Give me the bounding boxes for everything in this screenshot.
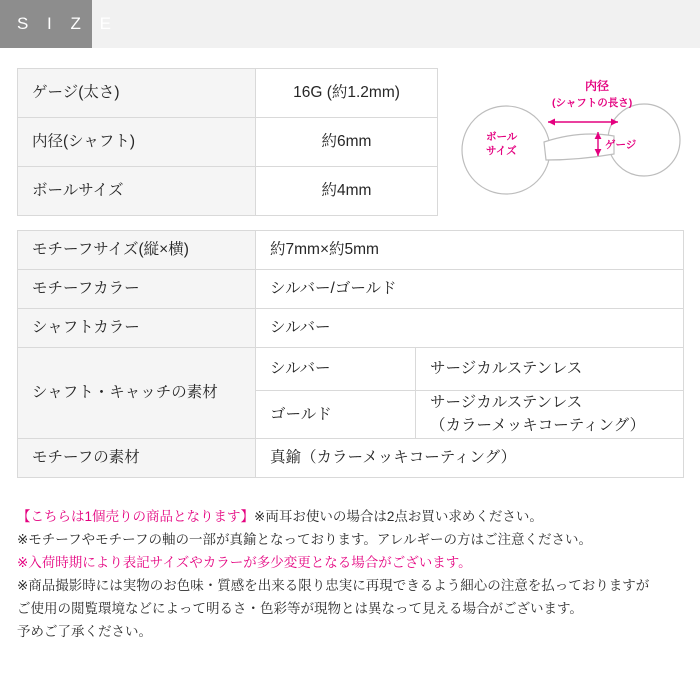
spec-label-ball-size: ボールサイズ bbox=[18, 167, 256, 216]
motif-value-shaft-color: シルバー bbox=[256, 309, 684, 348]
material-color-silver: シルバー bbox=[256, 348, 416, 391]
note-1-black: ※両耳お使いの場合は2点お買い求めください。 bbox=[254, 509, 543, 524]
spec-value-ball-size: 約4mm bbox=[256, 167, 438, 216]
material-value-silver: サージカルステンレス bbox=[416, 348, 684, 391]
spec-label-inner-diameter: 内径(シャフト) bbox=[18, 118, 256, 167]
material-value-gold bbox=[416, 391, 684, 439]
material-value-gold-line2: （カラーメッキコーティング） bbox=[430, 417, 646, 435]
note-line-3: ※入荷時期により表記サイズやカラーが多少変更となる場合がございます。 bbox=[17, 555, 472, 570]
note-line-6: 予めご了承ください。 bbox=[17, 624, 152, 639]
notes-block bbox=[17, 505, 683, 643]
spec-value-gauge: 16G (約1.2mm) bbox=[256, 69, 438, 118]
spec-value-inner-diameter: 約6mm bbox=[256, 118, 438, 167]
motif-label-color: モチーフカラー bbox=[18, 270, 256, 309]
table-row bbox=[18, 309, 684, 348]
table-row bbox=[18, 348, 684, 391]
barbell-diagram bbox=[448, 68, 684, 218]
note-line-1 bbox=[17, 505, 683, 528]
spec-label-gauge: ゲージ(太さ) bbox=[18, 69, 256, 118]
motif-material-label: モチーフの素材 bbox=[18, 438, 256, 477]
note-line-4: ※商品撮影時には実物のお色味・質感を出来る限り忠実に再現できるよう細心の注意を払っておりますが bbox=[17, 578, 650, 593]
table-row bbox=[18, 270, 684, 309]
svg-text:ボール: ボール bbox=[486, 131, 518, 143]
motif-value-size: 約7mm×約5mm bbox=[256, 231, 684, 270]
material-value-gold-line1: サージカルステンレス bbox=[430, 394, 583, 411]
table-row bbox=[18, 69, 438, 118]
motif-material-table bbox=[17, 230, 684, 478]
svg-text:(シャフトの長さ): (シャフトの長さ) bbox=[552, 97, 633, 109]
motif-label-size: モチーフサイズ(縦×横) bbox=[18, 231, 256, 270]
spec-table bbox=[17, 68, 438, 216]
motif-value-color: シルバー/ゴールド bbox=[256, 270, 684, 309]
material-color-gold: ゴールド bbox=[256, 391, 416, 439]
note-1-pink: 【こちらは1個売りの商品となります】 bbox=[17, 509, 255, 524]
svg-text:サイズ: サイズ bbox=[486, 145, 517, 157]
table-row bbox=[18, 438, 684, 477]
table-row bbox=[18, 231, 684, 270]
motif-material-value: 真鍮（カラーメッキコーティング） bbox=[256, 438, 684, 477]
table-row bbox=[18, 167, 438, 216]
note-line-2: ※モチーフやモチーフの軸の一部が真鍮となっております。アレルギーの方はご注意ください。 bbox=[17, 532, 593, 547]
svg-text:ゲージ: ゲージ bbox=[605, 139, 637, 151]
material-label-shaft-catch: シャフト・キャッチの素材 bbox=[18, 348, 256, 439]
header-band bbox=[0, 0, 700, 48]
table-row bbox=[18, 118, 438, 167]
note-line-5: ご使用の閲覧環境などによって明るさ・色彩等が現物とは異なって見える場合がございます。 bbox=[17, 601, 583, 616]
page-title: S I Z E bbox=[17, 14, 118, 33]
motif-label-shaft-color: シャフトカラー bbox=[18, 309, 256, 348]
svg-text:内径: 内径 bbox=[585, 79, 610, 93]
